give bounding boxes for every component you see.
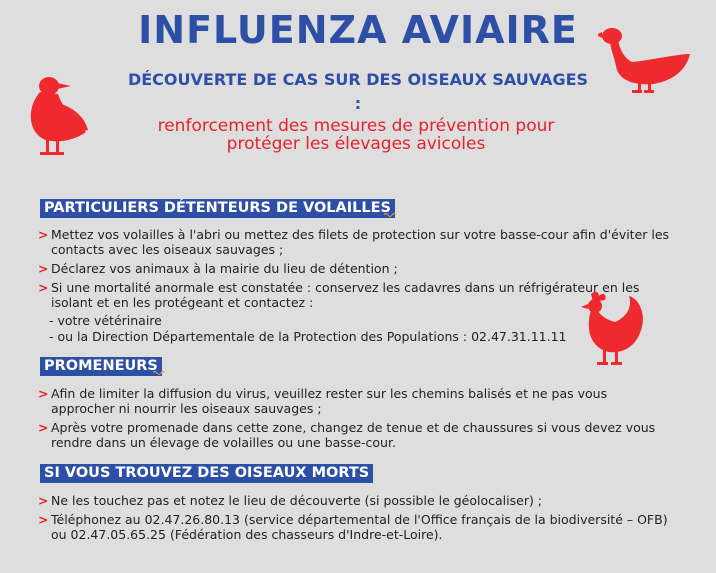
- list-item: > Téléphonez au 02.47.26.80.13 (service départemental de l'Office français de la biodiversité – OFB) ou 02.47.05.65.25 (Fédération des chasseurs d'Indre-et-Loire).: [38, 512, 668, 542]
- page-title: INFLUENZA AVIAIRE: [138, 8, 578, 52]
- list-item: > Ne les touchez pas et notez le lieu de découverte (si possible le géolocaliser) ;: [38, 493, 543, 508]
- sub-item-veterinaire: - votre vétérinaire: [49, 313, 162, 328]
- sub-item-ddpp: - ou la Direction Départementale de la Protection des Populations : 02.47.31.11.11: [49, 329, 567, 344]
- headline: renforcement des mesures de prévention pour protéger les élevages avicoles: [157, 116, 555, 154]
- list-item: > Mettez vos volailles à l'abri ou mettez des filets de protection sur votre basse-cour afin d'éviter les contacts avec les oiseaux sauvages ;: [38, 227, 670, 257]
- list-item: > Si une mortalité anormale est constatée : conservez les cadavres dans un réfrigérateur en les isolant et en les protégeant et contactez :: [38, 280, 640, 310]
- section-header-particuliers: PARTICULIERS DÉTENTEURS DE VOLAILLES: [40, 199, 395, 218]
- seagull-icon: [22, 66, 106, 162]
- spellcheck-squiggle: [384, 212, 398, 218]
- section-list-promeneurs: [38, 386, 670, 454]
- list-item: > Afin de limiter la diffusion du virus, veuillez rester sur les chemins balisés et ne pas vous approcher ni nourrir les oiseaux sauvages ;: [38, 386, 608, 416]
- list-item: > Déclarez vos animaux à la mairie du lieu de détention ;: [38, 261, 398, 276]
- subtitle-colon: :: [354, 94, 362, 113]
- duck-icon: [598, 22, 692, 98]
- spellcheck-squiggle: [153, 370, 167, 376]
- section-header-promeneurs: PROMENEURS: [40, 357, 162, 376]
- section-header-oiseaux-morts: SI VOUS TROUVEZ DES OISEAUX MORTS: [40, 464, 373, 483]
- section-list-particuliers: [38, 227, 670, 314]
- section-list-oiseaux-morts: [38, 493, 670, 546]
- list-item: > Après votre promenade dans cette zone, changez de tenue et de chaussures si vous devez vous rendre dans un élevage de volailles ou une basse-cour.: [38, 420, 656, 450]
- page-subtitle: DÉCOUVERTE DE CAS SUR DES OISEAUX SAUVAGES: [127, 70, 589, 89]
